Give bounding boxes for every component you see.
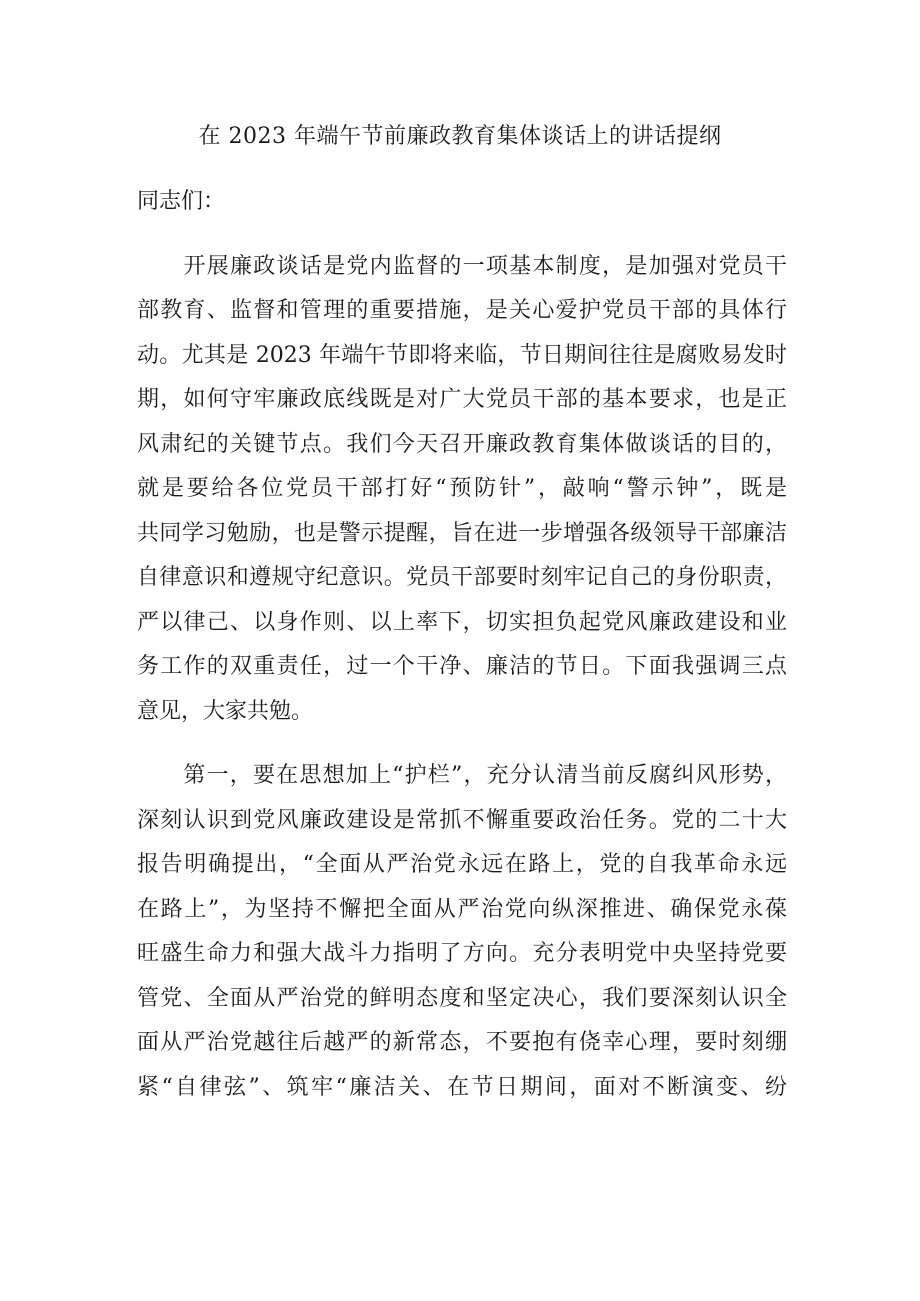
paragraph-line: 旺盛生命力和强大战斗力指明了方向。充分表明党中央坚持党要 (137, 941, 787, 966)
paragraph-line: 报告明确提出，“全面从严治党永远在路上，党的自我革命永远 (137, 852, 787, 877)
paragraph-line: 部教育、监督和管理的重要措施，是关心爱护党员干部的具体行 (137, 298, 787, 323)
paragraph-1 (137, 245, 787, 735)
paragraph-line: 面从严治党越往后越严的新常态，不要抱有侥幸心理，要时刻绷 (137, 1030, 787, 1055)
paragraph-line: 务工作的双重责任，过一个干净、廉洁的节日。下面我强调三点 (137, 654, 787, 679)
paragraph-line: 严以律己、以身作则、以上率下，切实担负起党风廉政建设和业 (137, 609, 787, 635)
paragraph-2 (137, 754, 787, 1110)
document-body (137, 180, 787, 1110)
paragraph-line: 自律意识和遵规守纪意识。党员干部要时刻牢记自己的身份职责， (137, 565, 787, 590)
paragraph-line: 共同学习勉励，也是警示提醒，旨在进一步增强各级领导干部廉洁 (137, 520, 787, 546)
paragraph-line: 管党、全面从严治党的鲜明态度和坚定决心，我们要深刻认识全 (137, 985, 787, 1011)
paragraph-line: 开展廉政谈话是党内监督的一项基本制度，是加强对党员干 (137, 253, 787, 279)
paragraph-line: 动。尤其是 2023 年端午节即将来临，节日期间往往是腐败易发时 (137, 342, 787, 368)
paragraph-line: 期，如何守牢廉政底线既是对广大党员干部的基本要求，也是正 (137, 387, 787, 412)
paragraph-line: 意见，大家共勉。 (137, 698, 314, 724)
paragraph-line: 在路上”，为坚持不懈把全面从严治党向纵深推进、确保党永葆 (137, 896, 787, 922)
paragraph-line: 紧“自律弦”、筑牢“廉洁关、在节日期间，面对不断演变、纷 (137, 1074, 787, 1100)
paragraph-line: 第一，要在思想加上“护栏”，充分认清当前反腐纠风形势， (137, 763, 787, 788)
paragraph-line: 深刻认识到党风廉政建设是常抓不懈重要政治任务。党的二十大 (137, 807, 787, 833)
document-title: 在 2023 年端午节前廉政教育集体谈话上的讲话提纲 (198, 124, 722, 149)
paragraph-line: 风肃纪的关键节点。我们今天召开廉政教育集体做谈话的目的， (137, 431, 787, 457)
paragraph-spacer (137, 734, 787, 754)
paragraph-line: 就是要给各位党员干部打好“预防针”，敲响“警示钟”，既是 (137, 476, 787, 501)
salutation: 同志们： (137, 189, 226, 214)
